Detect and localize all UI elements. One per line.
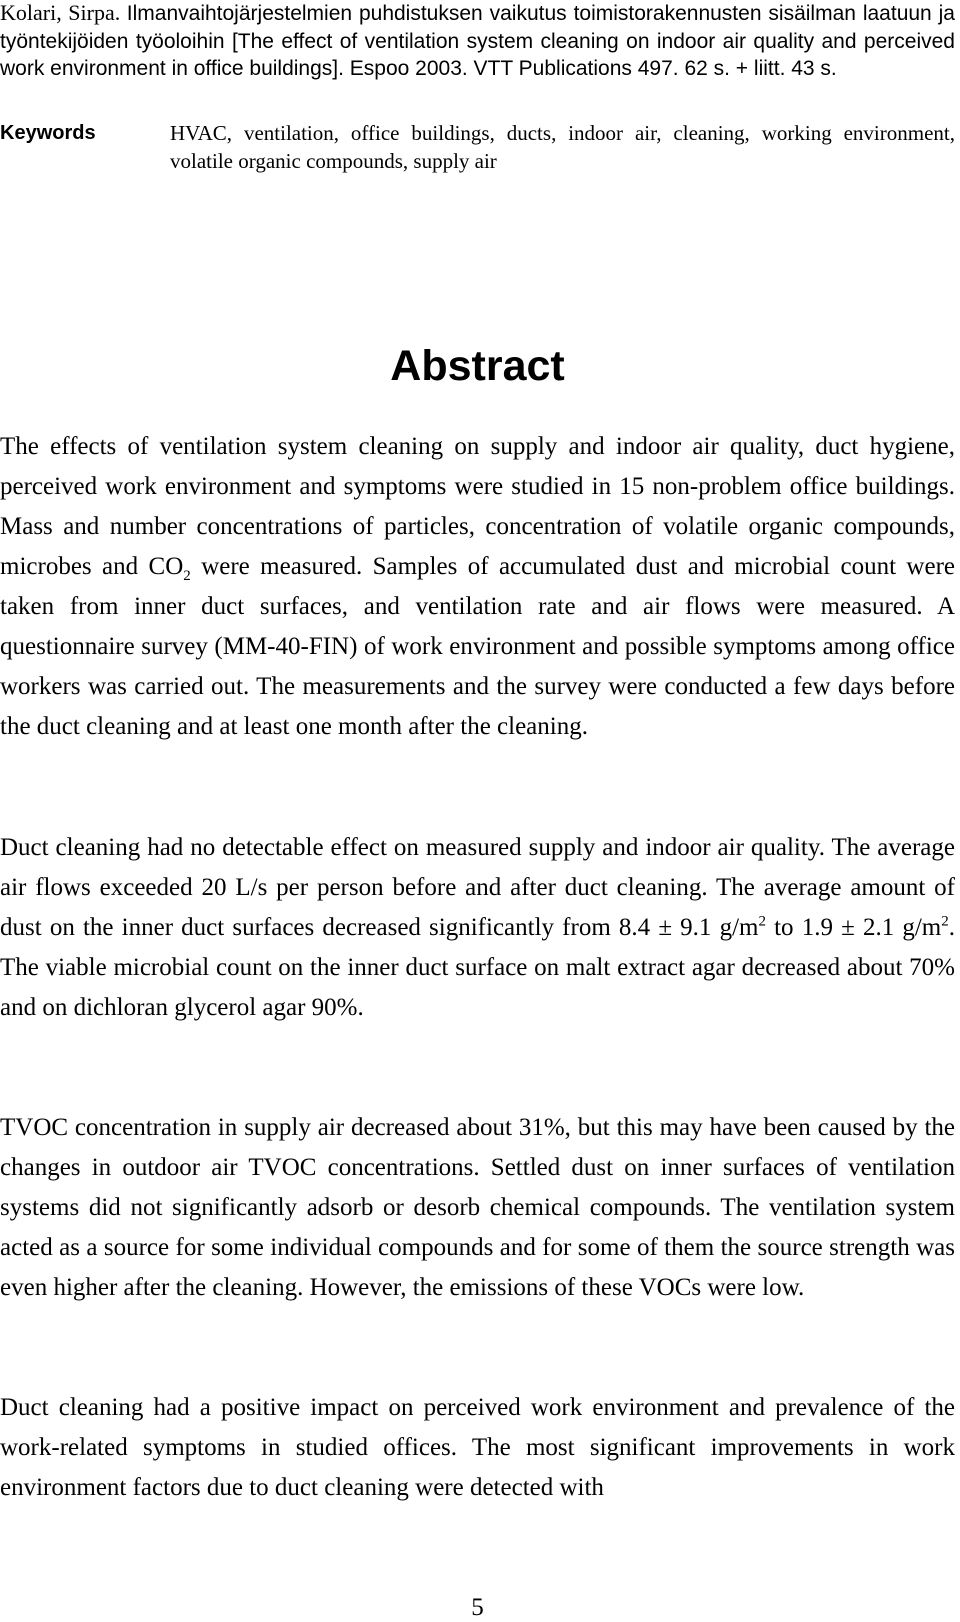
page-number: 5: [471, 1594, 484, 1621]
abstract-paragraph-4: Duct cleaning had a positive impact on perceived work environment and prevalence of the work-related symptoms in studied offices. The most significant improvements in work environment factors due to duct cleaning were detected with: [0, 1394, 955, 1501]
p1-text-b: were measured. Samples of accumulated dust and microbial count were taken from inner duct surfaces, and ventilation rate and air flows were measured. A questionnaire survey (MM-40-FIN) of work environment and possible symptoms among office workers was carried out. The measurements and the survey were conducted a few days before the duct cleaning and at least one month after the cleaning.: [0, 553, 955, 740]
abstract-paragraph-1: [0, 427, 955, 747]
citation-details: Ilmanvaihtojärjestelmien puhdistuksen vaikutus toimistorakennusten sisäilman laatuun ja työntekijöiden työoloihin [The effect of ventilation system cleaning on indoor air quality and perceived work environment in office buildings]. Espoo 2003. VTT Publications 497. 62 s. + liitt. 43 s.: [0, 2, 955, 80]
p2-text-b: to 1.9 ± 2.1 g/m: [765, 914, 942, 941]
p2-text-c: . The viable microbial count on the inner duct surface on malt extract agar decreased about 70% and on dichloran glycerol agar 90%.: [0, 914, 955, 1021]
abstract-paragraph-2: [0, 828, 955, 1028]
p2-superscript-1: 2: [758, 913, 766, 930]
abstract-heading: Abstract: [390, 342, 565, 390]
p1-subscript: 2: [183, 568, 191, 584]
keywords-text: HVAC, ventilation, office buildings, ducts, indoor air, cleaning, working environment, volatile organic compounds, supply air: [170, 121, 955, 173]
abstract-paragraph-3: TVOC concentration in supply air decreased about 31%, but this may have been caused by the changes in outdoor air TVOC concentrations. Settled dust on inner surfaces of ventilation systems did not significantly adsorb or desorb chemical compounds. The ventilation system acted as a source for some individual compounds and for some of them the source strength was even higher after the cleaning. However, the emissions of these VOCs were low.: [0, 1114, 955, 1301]
p2-superscript-2: 2: [941, 913, 949, 930]
p1-text-a: The effects of ventilation system cleaning on supply and indoor air quality, duct hygiene, perceived work environment and symptoms were studied in 15 non-problem office buildings. Mass and number concentrations of particles, concentration of volatile organic compounds, microbes and CO: [0, 433, 955, 580]
keywords-label: Keywords: [0, 122, 96, 144]
citation-author: Kolari, Sirpa.: [0, 0, 121, 25]
p2-text-a: Duct cleaning had no detectable effect on measured supply and indoor air quality. The average air flows exceeded 20 L/s per person before and after duct cleaning. The average amount of dust on the inner duct surfaces decreased significantly from 8.4 ± 9.1 g/m: [0, 834, 955, 941]
citation: [0, 0, 955, 83]
